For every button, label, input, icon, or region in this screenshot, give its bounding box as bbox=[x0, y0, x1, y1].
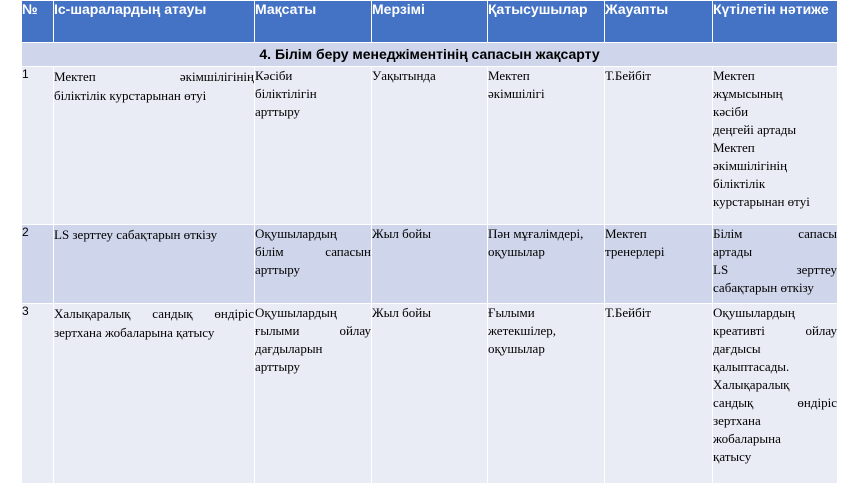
table-row bbox=[22, 304, 838, 484]
responsible-line: Т.Бейбіт bbox=[605, 68, 651, 83]
table-row bbox=[22, 225, 838, 304]
participants-line: Ғылыми bbox=[488, 305, 535, 320]
result-line: Мектеп bbox=[713, 140, 755, 155]
row-number: 2 bbox=[22, 225, 54, 304]
event-name-line: біліктілік курстарынан өтуі bbox=[54, 88, 207, 103]
result-line: LS зерттеу bbox=[713, 262, 837, 277]
result-line: Мектеп bbox=[713, 68, 755, 83]
result-line: жобаларына bbox=[713, 431, 781, 446]
result-line: курстарынан өтуі bbox=[713, 194, 810, 209]
event-name-cell bbox=[54, 225, 255, 304]
responsible-cell bbox=[605, 67, 713, 225]
result-line: қалыптасады. bbox=[713, 359, 790, 374]
responsible-line: тренерлері bbox=[605, 244, 665, 259]
result-cell bbox=[713, 304, 838, 484]
result-line: жұмысының bbox=[713, 86, 783, 101]
responsible-cell bbox=[605, 225, 713, 304]
goal-line: арттыру bbox=[255, 104, 301, 119]
result-line: Оқушылардың bbox=[713, 305, 795, 320]
action-plan-table bbox=[21, 0, 838, 484]
goal-cell bbox=[255, 225, 372, 304]
goal-line: Кәсіби bbox=[255, 68, 293, 83]
event-name-line: Халықаралық сандық өндіріс bbox=[54, 306, 254, 321]
header-term: Мерзімі bbox=[372, 1, 488, 43]
participants-line: оқушылар bbox=[488, 341, 545, 356]
result-line: Халықаралық bbox=[713, 377, 790, 392]
event-name-cell bbox=[54, 67, 255, 225]
participants-line: Мектеп bbox=[488, 68, 530, 83]
event-name-line: LS зерттеу сабақтарын өткізу bbox=[54, 227, 218, 242]
goal-cell bbox=[255, 67, 372, 225]
result-line: әкімшілігінің bbox=[713, 158, 788, 173]
result-line: дағдысы bbox=[713, 341, 761, 356]
goal-line: дағдыларын bbox=[255, 341, 323, 356]
goal-cell bbox=[255, 304, 372, 484]
goal-line: арттыру bbox=[255, 359, 301, 374]
participants-line: оқушылар bbox=[488, 244, 545, 259]
result-line: кәсіби bbox=[713, 104, 749, 119]
responsible-cell bbox=[605, 304, 713, 484]
header-event-name: Іс-шаралардың атауы bbox=[54, 1, 255, 43]
participants-cell bbox=[488, 304, 605, 484]
header-number: № bbox=[22, 1, 54, 43]
result-cell bbox=[713, 67, 838, 225]
participants-line: әкімшілігі bbox=[488, 86, 545, 101]
result-line: сандық өндіріс bbox=[713, 395, 837, 410]
result-line: зертхана bbox=[713, 413, 761, 428]
goal-line: ғылыми ойлау bbox=[255, 323, 371, 338]
result-line: сабақтарын өткізу bbox=[713, 280, 814, 295]
row-number: 1 bbox=[22, 67, 54, 225]
header-participants: Қатысушылар bbox=[488, 1, 605, 43]
event-name-cell bbox=[54, 304, 255, 484]
goal-line: Оқушылардың bbox=[255, 305, 337, 320]
event-name-line: зертхана жобаларына қатысу bbox=[54, 325, 215, 340]
result-line: қатысу bbox=[713, 449, 752, 464]
result-line: креативті ойлау bbox=[713, 323, 837, 338]
section-row bbox=[22, 43, 838, 67]
responsible-line: Мектеп bbox=[605, 226, 647, 241]
participants-cell bbox=[488, 67, 605, 225]
goal-line: білім сапасын bbox=[255, 244, 371, 259]
result-cell bbox=[713, 225, 838, 304]
header-responsible: Жауапты bbox=[605, 1, 713, 43]
header-goal: Мақсаты bbox=[255, 1, 372, 43]
result-line: Білім сапасы bbox=[713, 226, 837, 241]
table-header-row bbox=[22, 1, 838, 43]
participants-line: Пән мұғалімдері, bbox=[488, 226, 584, 241]
goal-line: біліктілігін bbox=[255, 86, 317, 101]
event-name-line: Мектеп әкімшілігінің bbox=[54, 69, 254, 84]
goal-line: Оқушылардың bbox=[255, 226, 337, 241]
row-number: 3 bbox=[22, 304, 54, 484]
participants-line: жетекшілер, bbox=[488, 323, 556, 338]
header-expected-result: Күтілетін нәтиже bbox=[713, 1, 838, 43]
table-row bbox=[22, 67, 838, 225]
term-cell: Уақытында bbox=[372, 67, 488, 225]
participants-cell bbox=[488, 225, 605, 304]
result-line: деңгейі артады bbox=[713, 122, 797, 137]
term-cell: Жыл бойы bbox=[372, 225, 488, 304]
responsible-line: Т.Бейбіт bbox=[605, 305, 651, 320]
result-line: біліктілік bbox=[713, 176, 766, 191]
section-title: 4. Білім беру менеджіментінің сапасын жақсарту bbox=[22, 43, 838, 67]
goal-line: арттыру bbox=[255, 262, 301, 277]
term-cell: Жыл бойы bbox=[372, 304, 488, 484]
result-line: артады bbox=[713, 244, 753, 259]
